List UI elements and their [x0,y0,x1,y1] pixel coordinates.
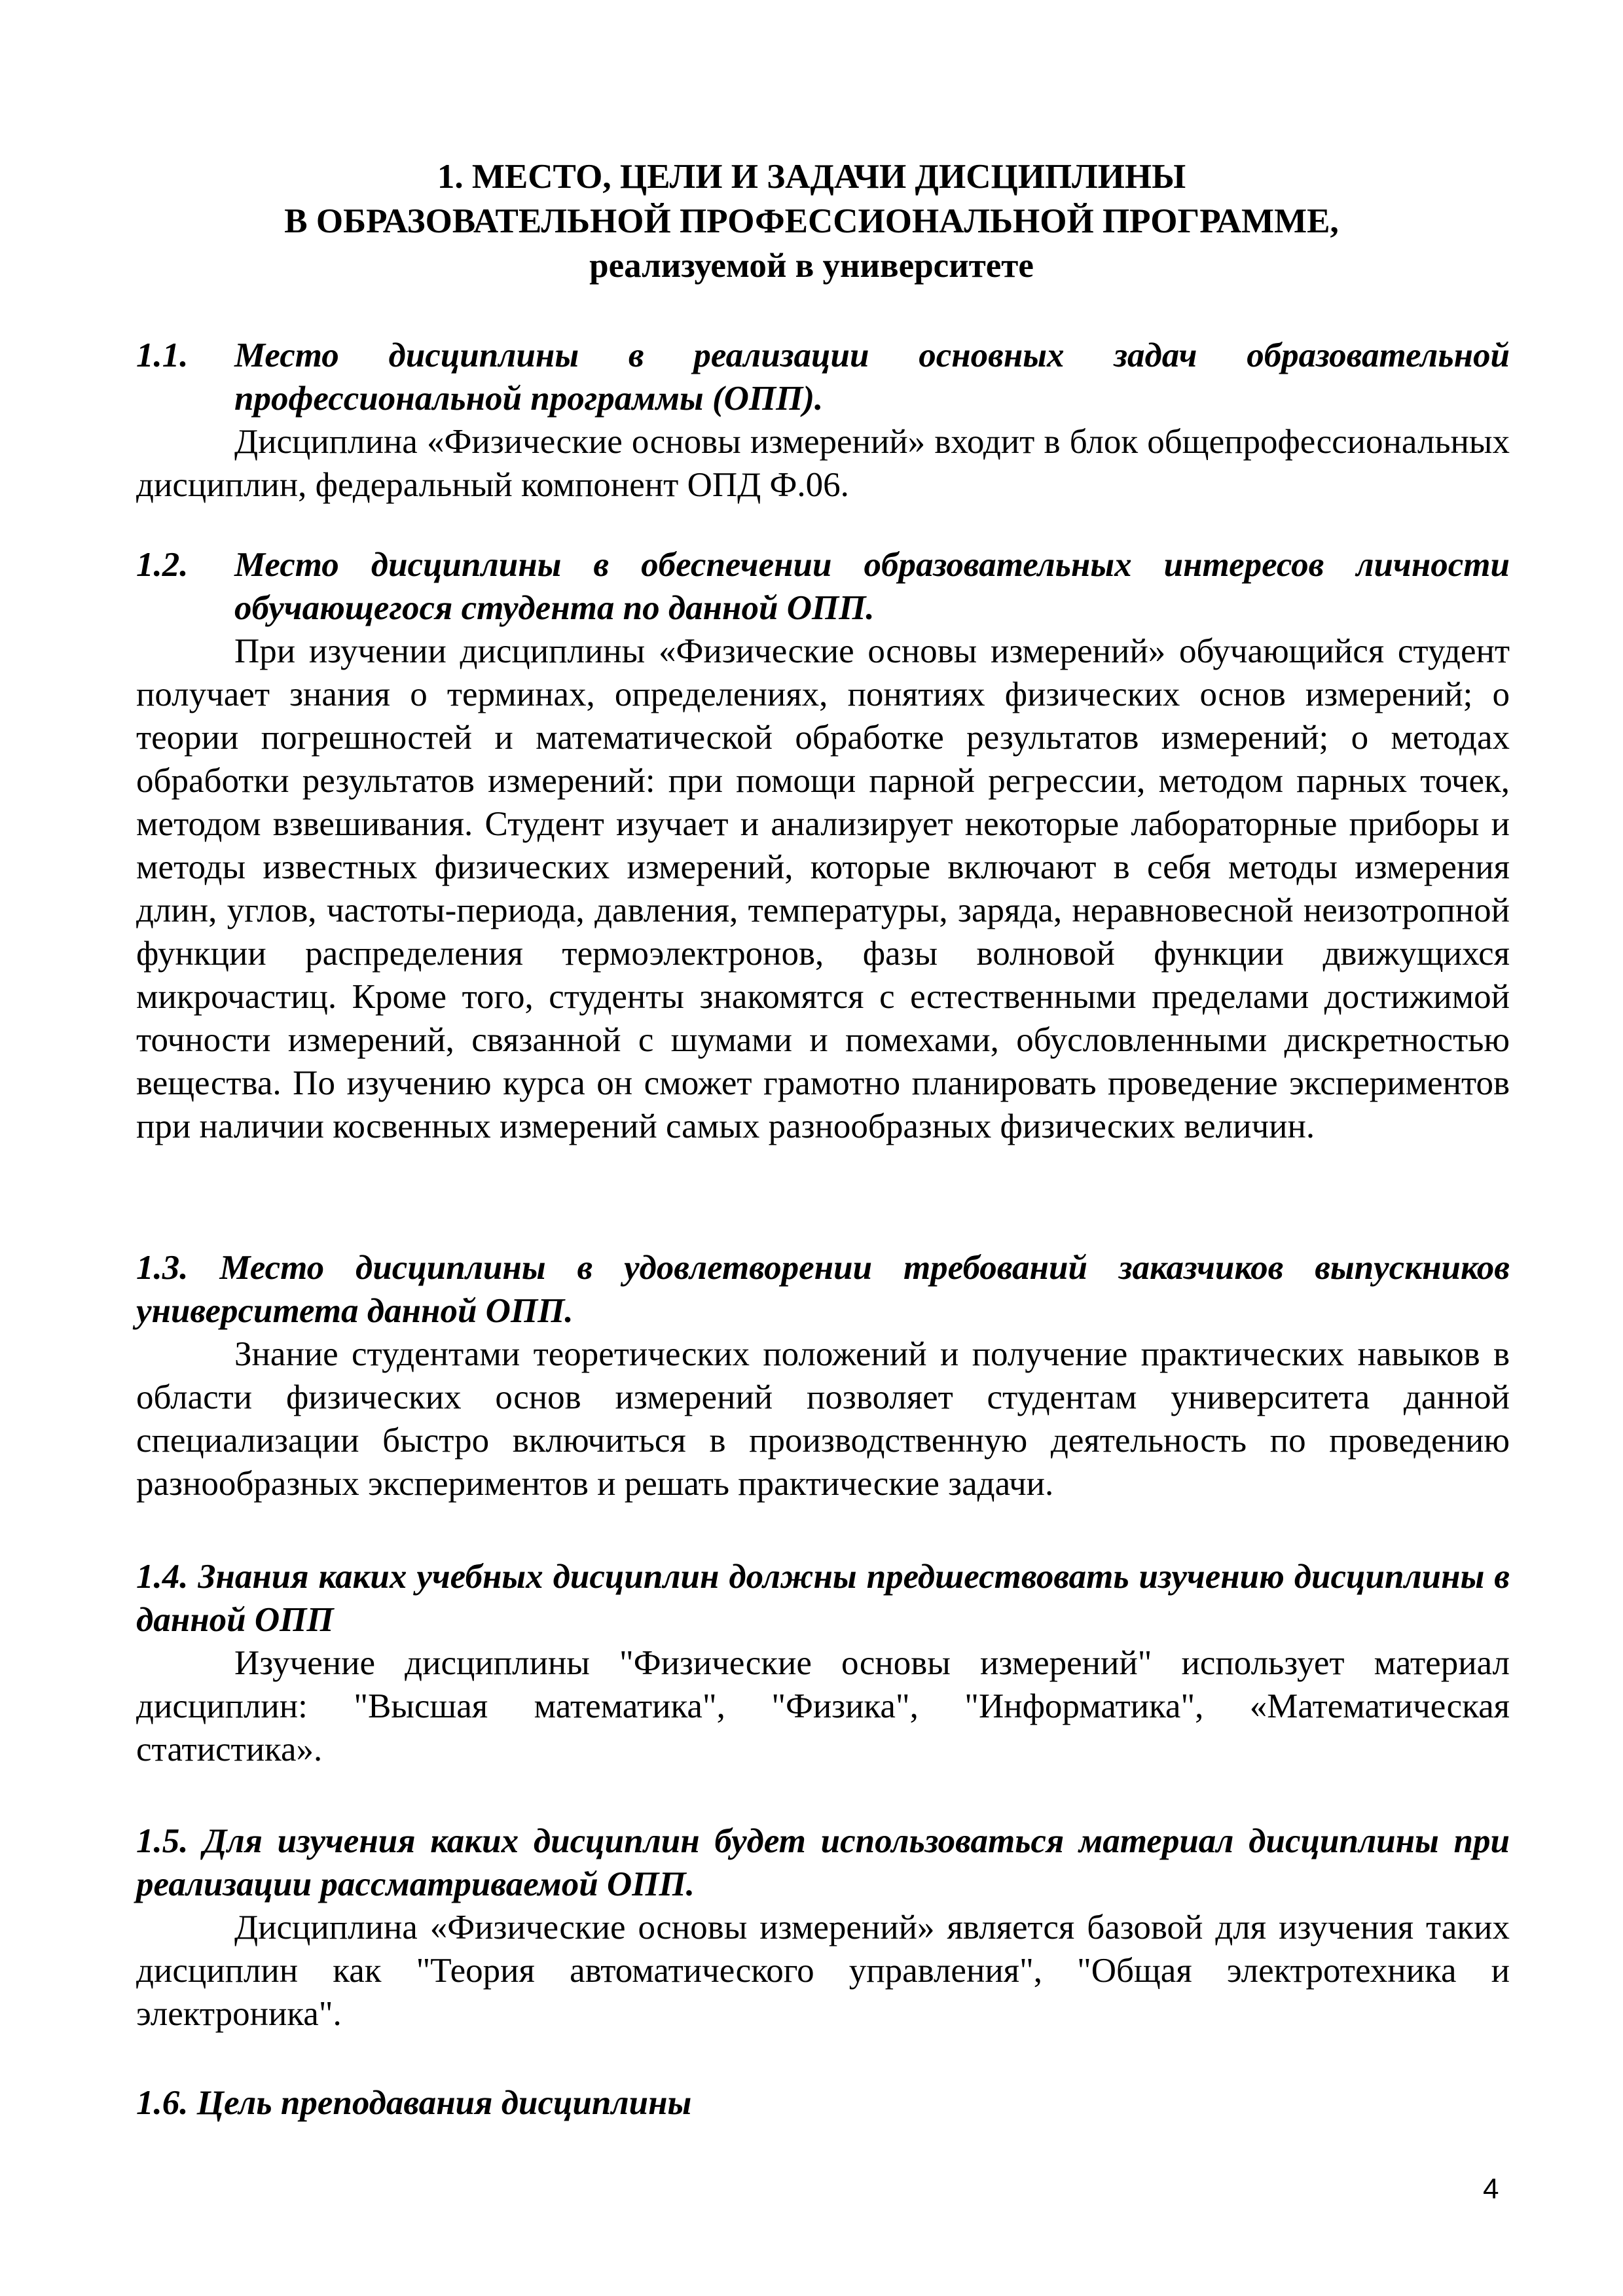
section-1-4-heading [136,1555,1510,1641]
section-title: Место дисциплины в реализации основных задач образовательной профессиональной программы (ОПП). [234,336,1510,418]
page-number: 4 [1483,2173,1499,2205]
chapter-title-line-2: В ОБРАЗОВАТЕЛЬНОЙ ПРОФЕССИОНАЛЬНОЙ ПРОГРАММЕ, [284,202,1339,240]
section-title: Для изучения каких дисциплин будет использоваться материал дисциплины при реализации рассматриваемой ОПП. [136,1822,1510,1903]
section-number: 1.6. [136,2084,189,2122]
section-number: 1.2. [136,546,189,584]
section-title: Место дисциплины в обеспечении образовательных интересов личности обучающегося студента по данной ОПП. [234,546,1510,627]
section-1-1-text: Дисциплина «Физические основы измерений» входит в блок общепрофессиональных дисциплин, федеральный компонент ОПД Ф.06. [136,423,1510,504]
section-title: Цель преподавания дисциплины [196,2084,692,2122]
section-number: 1.5. [136,1822,189,1860]
section-number: 1.4. [136,1558,189,1596]
section-title: Место дисциплины в удовлетворении требований заказчиков выпускников университета данной ОПП. [136,1249,1510,1330]
section-1-3-text: Знание студентами теоретических положений и получение практических навыков в области физических основ измерений позволяет студентам университета данной специализации быстро включиться в производственную деятельность по проведению разнообразных экспериментов и решать практические задачи. [136,1335,1510,1503]
section-1-5-heading [136,1820,1510,1906]
section-title: Знания каких учебных дисциплин должны предшествовать изучению дисциплины в данной ОПП [136,1558,1510,1639]
section-1-6-heading [136,2081,1510,2125]
section-1-1-heading [136,334,1510,420]
chapter-title-line-3: реализуемой в университете [589,247,1034,285]
section-1-2-text: При изучении дисциплины «Физические основы измерений» обучающийся студент получает знания о терминах, определениях, понятиях физических основ измерений; о теории погрешностей и математической обработке результатов измерений; о методах обработки результатов измерений: при помощи парной регрессии, методом парных точек, методом взвешивания. Студент изучает и анализирует некоторые лабораторные приборы и методы известных физических измерений, которые включают в себя методы измерения длин, углов, частоты-периода, давления, температуры, заряда, неравновесной неизотропной функции распределения термоэлектронов, фазы волновой функции движущихся микрочастиц. Кроме того, студенты знакомятся с естественными пределами достижимой точности измерений, связанной с шумами и помехами, обусловленными дискретностью вещества. По изучению курса он сможет грамотно планировать проведение экспериментов при наличии косвенных измерений самых разнообразных физических величин. [136,632,1510,1145]
section-1-2-heading [136,543,1510,630]
section-1-3-heading [136,1246,1510,1333]
section-1-5-text: Дисциплина «Физические основы измерений» является базовой для изучения таких дисциплин как "Теория автоматического управления", "Общая электротехника и электроника". [136,1909,1510,2033]
section-number: 1.3. [136,1249,189,1287]
section-number: 1.1. [136,336,189,374]
section-1-4-text: Изучение дисциплины "Физические основы измерений" использует материал дисциплин: "Высшая математика", "Физика", "Информатика", «Математическая статистика». [136,1644,1510,1768]
chapter-title-line-1: 1. МЕСТО, ЦЕЛИ И ЗАДАЧИ ДИСЦИПЛИНЫ [437,158,1186,196]
